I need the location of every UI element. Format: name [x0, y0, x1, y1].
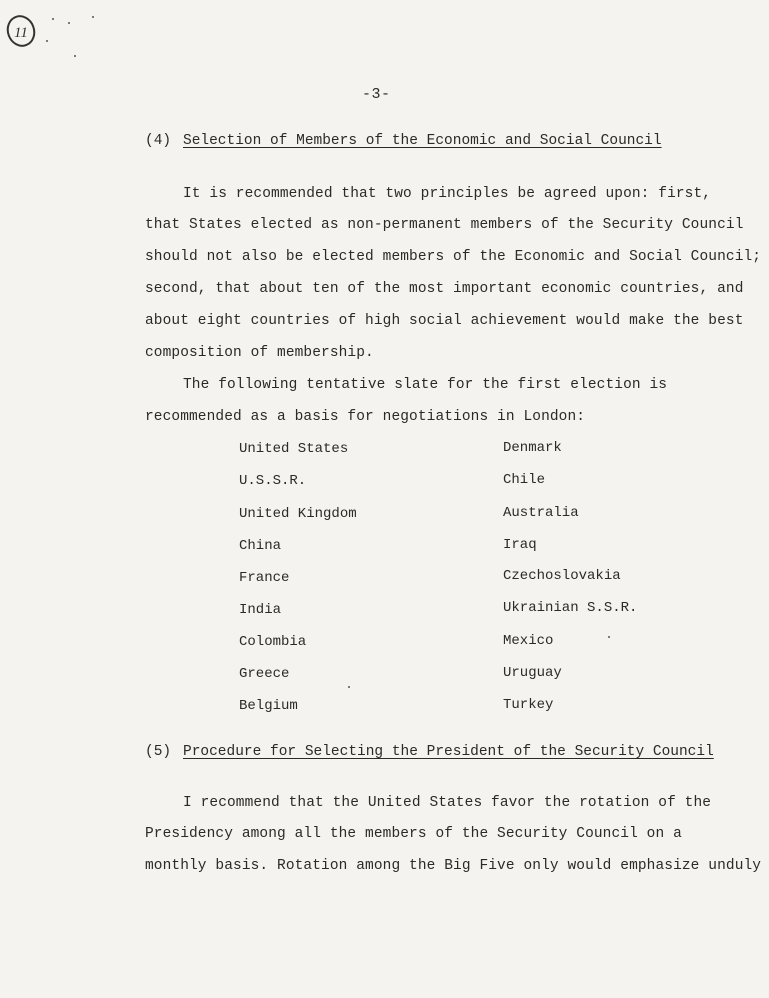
- paragraph-line: second, that about ten of the most important economic countries, and: [145, 281, 744, 297]
- section-4-title: Selection of Members of the Economic and Social Council: [183, 133, 662, 149]
- page-number: -3-: [362, 86, 391, 103]
- slate-country: Mexico: [503, 633, 554, 649]
- svg-text:11: 11: [14, 25, 28, 41]
- slate-country: China: [239, 538, 282, 554]
- slate-country: Australia: [503, 505, 579, 521]
- paragraph-line: about eight countries of high social achievement would make the best: [145, 313, 744, 329]
- paragraph-line: Presidency among all the members of the Security Council on a: [145, 826, 682, 842]
- paragraph-line: monthly basis. Rotation among the Big Five only would emphasize unduly: [145, 858, 762, 874]
- section-4-heading: [145, 133, 662, 149]
- paragraph-line: The following tentative slate for the first election is: [183, 377, 668, 393]
- paragraph-line: composition of membership.: [145, 345, 374, 361]
- slate-country: Uruguay: [503, 665, 562, 681]
- paragraph-line: It is recommended that two principles be agreed upon: first,: [183, 186, 712, 202]
- paragraph-line: that States elected as non-permanent members of the Security Council: [145, 217, 744, 233]
- paragraph-line: should not also be elected members of the Economic and Social Council;: [145, 249, 762, 265]
- section-4-number: (4): [145, 133, 172, 149]
- slate-country: Colombia: [239, 634, 307, 650]
- slate-country: Chile: [503, 472, 546, 488]
- slate-country: U.S.S.R.: [239, 473, 307, 489]
- section-5-number: (5): [145, 744, 172, 760]
- section-5-heading: [145, 744, 714, 760]
- slate-country: France: [239, 570, 290, 586]
- slate-country: United Kingdom: [239, 506, 357, 522]
- section-5-title: Procedure for Selecting the President of the Security Council: [183, 744, 714, 760]
- slate-country: Ukrainian S.S.R.: [503, 600, 638, 616]
- slate-country: India: [239, 602, 282, 618]
- archive-stamp: [4, 14, 38, 48]
- slate-country: Greece: [239, 666, 290, 682]
- slate-country: Turkey: [503, 697, 554, 713]
- slate-country: United States: [239, 441, 349, 457]
- paragraph-line: recommended as a basis for negotiations in London:: [145, 409, 586, 425]
- slate-country: Denmark: [503, 440, 562, 456]
- slate-country: Belgium: [239, 698, 298, 714]
- paragraph-line: I recommend that the United States favor the rotation of the: [183, 795, 712, 811]
- slate-country: Czechoslovakia: [503, 568, 621, 584]
- slate-country: Iraq: [503, 537, 537, 553]
